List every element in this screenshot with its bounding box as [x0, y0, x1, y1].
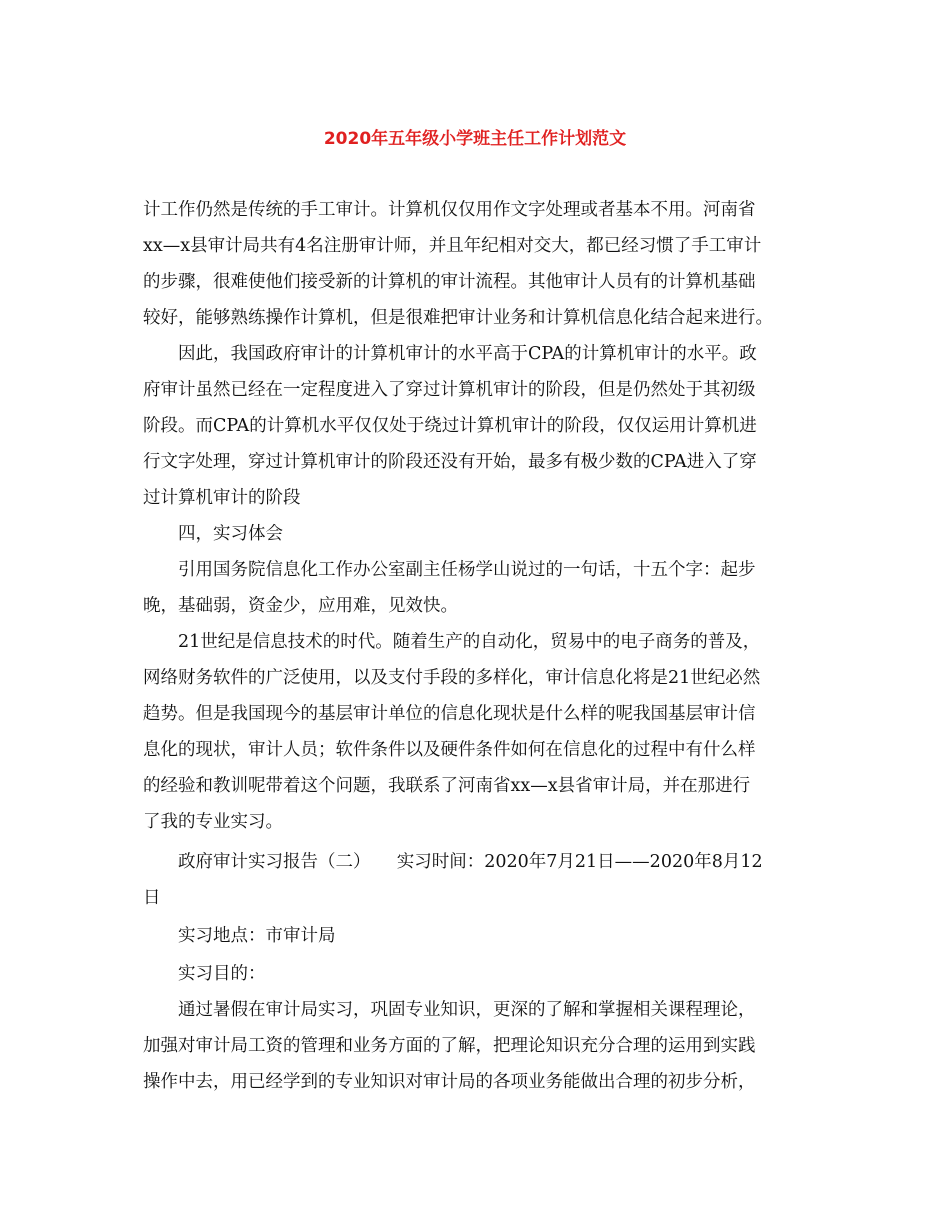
text-line: 网络财务软件的广泛使用，以及支付手段的多样化，审计信息化将是21世纪必然	[143, 668, 761, 688]
text-line: 阶段。而CPA的计算机水平仅仅处于绕过计算机审计的阶段，仅仅运用计算机进	[143, 416, 757, 436]
text-line: 息化的现状，审计人员；软件条件以及硬件条件如何在信息化的过程中有什么样	[143, 740, 756, 760]
text-line: 行文字处理，穿过计算机审计的阶段还没有开始，最多有极少数的CPA进入了穿	[143, 452, 757, 472]
document-title: 2020年五年级小学班主任工作计划范文	[323, 129, 627, 149]
text-line: 的步骤，很难使他们接受新的计算机的审计流程。其他审计人员有的计算机基础	[143, 272, 756, 292]
text-line: 加强对审计局工资的管理和业务方面的了解，把理论知识充分合理的运用到实践	[143, 1036, 756, 1056]
text-line: 计工作仍然是传统的手工审计。计算机仅仅用作文字处理或者基本不用。河南省	[143, 200, 756, 220]
text-line: 政府审计实习报告（二） 实习时间：2020年7月21日——2020年8月12	[178, 852, 763, 872]
text-line: 21世纪是信息技术的时代。随着生产的自动化，贸易中的电子商务的普及，	[178, 632, 761, 652]
text-line: 过计算机审计的阶段	[143, 488, 301, 508]
text-line: 通过暑假在审计局实习，巩固专业知识，更深的了解和掌握相关课程理论，	[178, 1000, 756, 1020]
text-line: 引用国务院信息化工作办公室副主任杨学山说过的一句话，十五个字：起步	[178, 560, 756, 580]
text-line: 因此，我国政府审计的计算机审计的水平高于CPA的计算机审计的水平。政	[178, 344, 757, 364]
section-heading: 四，实习体会	[178, 524, 283, 544]
text-line: 的经验和教训呢带着这个问题，我联系了河南省xx—x县省审计局，并在那进行	[143, 776, 751, 796]
text-line: 趋势。但是我国现今的基层审计单位的信息化现状是什么样的呢我国基层审计信	[143, 704, 756, 724]
text-line: 较好，能够熟练操作计算机，但是很难把审计业务和计算机信息化结合起来进行。	[143, 308, 773, 328]
text-line: 了我的专业实习。	[143, 812, 283, 832]
text-line: 晚，基础弱，资金少，应用难，见效快。	[143, 596, 458, 616]
text-line: 实习目的：	[178, 964, 266, 984]
text-line: 日	[143, 888, 161, 908]
text-line: xx—x县审计局共有4名注册审计师，并且年纪相对交大，都已经习惯了手工审计	[143, 236, 762, 256]
text-line: 实习地点：市审计局	[178, 926, 336, 946]
text-line: 操作中去，用已经学到的专业知识对审计局的各项业务能做出合理的初步分析，	[143, 1072, 756, 1092]
text-line: 府审计虽然已经在一定程度进入了穿过计算机审计的阶段，但是仍然处于其初级	[143, 380, 756, 400]
